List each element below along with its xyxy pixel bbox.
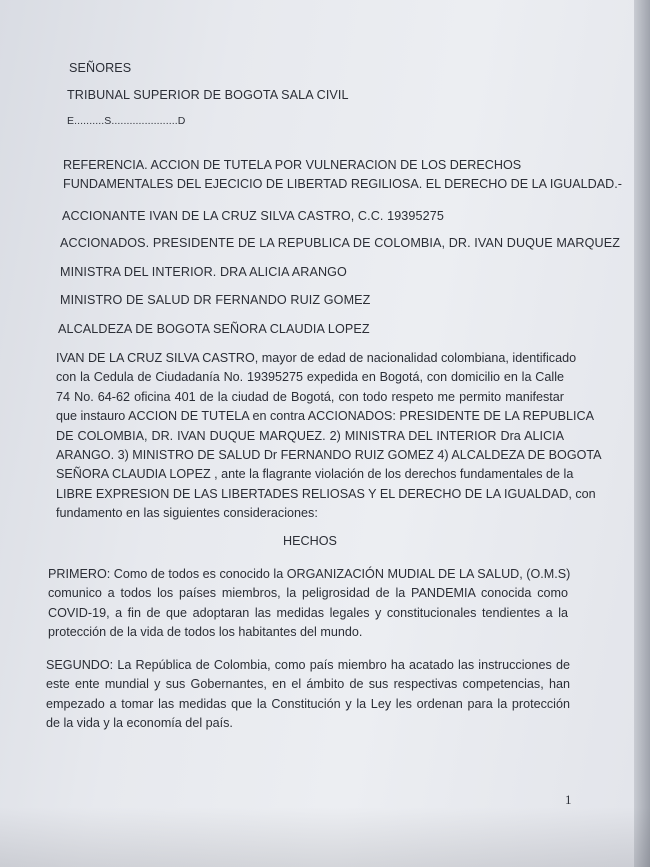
paragraph-line: con la Cedula de Ciudadanía No. 19395275 expedida en Bogotá, con domicilio en la Calle	[56, 370, 564, 385]
accionante-line: ACCIONANTE IVAN DE LA CRUZ SILVA CASTRO, C.C. 19395275	[62, 209, 444, 223]
referencia-line: FUNDAMENTALES DEL EJECICIO DE LIBERTAD REGILIOSA. EL DERECHO DE LA IGUALDAD.-	[63, 177, 622, 192]
primero-paragraph	[48, 565, 571, 643]
paragraph-line: protección de la vida de todos los habitantes del mundo.	[48, 625, 363, 640]
paper-shadow	[0, 807, 650, 867]
paragraph-line: LIBRE EXPRESION DE LAS LIBERTADES RELIOSAS Y EL DERECHO DE LA IGUALDAD, con	[56, 486, 596, 501]
accionados-line: ACCIONADOS. PRESIDENTE DE LA REPUBLICA DE COLOMBIA, DR. IVAN DUQUE MARQUEZ	[60, 236, 620, 250]
paragraph-line: IVAN DE LA CRUZ SILVA CASTRO, mayor de edad de nacionalidad colombiana, identificado	[56, 351, 577, 365]
paragraph-line: SEGUNDO: La República de Colombia, como país miembro ha acatado las instrucciones de	[46, 658, 570, 672]
court-name: TRIBUNAL SUPERIOR DE BOGOTA SALA CIVIL	[67, 88, 349, 102]
hechos-heading: HECHOS	[283, 534, 337, 548]
page-number: 1	[565, 792, 572, 807]
accionados-line: ALCALDEZA DE BOGOTA SEÑORA CLAUDIA LOPEZ	[58, 322, 370, 336]
paragraph-line: COVID-19, a fin de que adoptaran las medidas legales y constitucionales tendientes a la	[48, 605, 568, 620]
segundo-paragraph	[46, 656, 570, 734]
paragraph-line: empezado a tomar las medidas que la Constitución y la Ley les ordenan para la protección	[46, 696, 570, 711]
intro-paragraph	[56, 349, 602, 524]
paragraph-line: este ente mundial y sus Gobernantes, en el ámbito de sus respectivas competencias, han	[46, 677, 570, 692]
salutation: E..........S......................D	[67, 115, 186, 127]
accionados-line: MINISTRO DE SALUD DR FERNANDO RUIZ GOMEZ	[60, 293, 371, 307]
paragraph-line: DE COLOMBIA, DR. IVAN DUQUE MARQUEZ. 2) MINISTRA DEL INTERIOR Dra ALICIA	[56, 428, 564, 443]
paragraph-line: de la vida y la economía del país.	[46, 716, 233, 731]
paragraph-line: que instauro ACCION DE TUTELA en contra ACCIONADOS: PRESIDENTE DE LA REPUBLICA	[56, 409, 594, 424]
paragraph-line: SEÑORA CLAUDIA LOPEZ , ante la flagrante violación de los derechos fundamentales de la	[56, 467, 574, 482]
referencia-line: REFERENCIA. ACCION DE TUTELA POR VULNERACION DE LOS DERECHOS	[63, 158, 522, 172]
addressee-line: SEÑORES	[69, 61, 132, 75]
paragraph-line: 74 No. 64-62 oficina 401 de la ciudad de Bogotá, con todo respeto me permito manifestar	[56, 389, 564, 404]
paragraph-line: ARANGO. 3) MINISTRO DE SALUD Dr FERNANDO RUIZ GOMEZ 4) ALCALDEZA DE BOGOTA	[56, 448, 602, 463]
referencia-block	[63, 156, 622, 195]
paragraph-line: comunico a todos los países miembros, la peligrosidad de la PANDEMIA conocida como	[48, 586, 568, 601]
paragraph-line: PRIMERO: Como de todos es conocido la ORGANIZACIÓN MUDIAL DE LA SALUD, (O.M.S)	[48, 567, 571, 581]
paragraph-line: fundamento en las siguientes consideraciones:	[56, 506, 318, 521]
accionados-line: MINISTRA DEL INTERIOR. DRA ALICIA ARANGO	[60, 265, 347, 279]
paper-edge	[634, 0, 650, 867]
